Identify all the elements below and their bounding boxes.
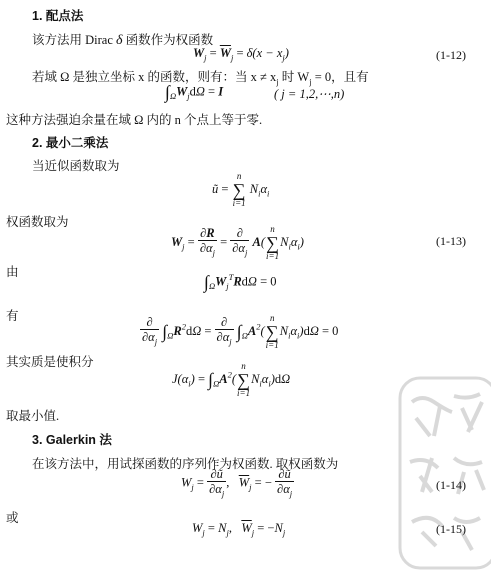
weight-function-intro: 权函数取为 — [6, 215, 69, 229]
label-or: 或 — [6, 511, 19, 525]
equation-integral-identity: $\int_\Omega W_jd\Omega = I$ — [165, 82, 224, 102]
watermark-seal-icon — [392, 372, 491, 582]
label-you-2: 有 — [6, 309, 19, 323]
equation-weight-galerkin: $W_j$ = $\frac{\partial ũ}{\partial\alpha_j}$ , $\overline{W}_j$ = − $\frac{\partial ũ}{\partial\alpha_j}$ — [181, 467, 293, 499]
collocation-condition: 若域 Ω 是独立坐标 x 的函数，则有：当 $x \ne x_j$ 时 $W_j = 0$，且有 — [32, 70, 369, 87]
equation-number: (1-12) — [436, 48, 466, 62]
collocation-summary: 这种方法强迫余量在域 Ω 内的 n 个点上等于零. — [6, 113, 263, 127]
essence-text: 其实质是使积分 — [6, 355, 94, 369]
equation-weight-galerkin-alt: $W_j = N_j$, $\overline{W}_j = -N_j$ — [192, 521, 286, 538]
section-heading-collocation: 1. 配点法 — [32, 9, 84, 23]
equation-approx-function: ũ = n ∑ i=1 $N_i\alpha_i$ — [212, 171, 270, 208]
equation-number: (1-15) — [436, 522, 466, 536]
equation-orthogonality: $\int_\Omega W_j^TRd\Omega = 0$ — [204, 272, 277, 292]
equation-number: (1-14) — [436, 478, 466, 492]
equation-number: (1-13) — [436, 234, 466, 248]
galerkin-intro: 在该方法中，用试探函数的序列作为权函数. 取权函数为 — [32, 457, 339, 471]
label-you: 由 — [6, 265, 19, 279]
minimum-text: 取最小值. — [6, 409, 60, 423]
section-heading-least-squares: 2. 最小二乘法 — [32, 136, 109, 150]
equation-derivative-integral: $\frac{\partial}{\partial\alpha_j}$ $\int_\Omega R^2d\Omega$ = $\frac{\partial}{\partial\alpha_j}$ $\int_\Omega A^2$( n ∑ i=1 $N_i\alpha_i)d\Omega = 0$ — [142, 313, 339, 350]
least-squares-intro: 当近似函数取为 — [32, 159, 120, 173]
collocation-intro: 该方法用 Dirac δ 函数作为权函数 — [32, 33, 214, 48]
equation-weight-least-squares: $W_j$ = $\frac{\partial R}{\partial\alpha_j}$ = $\frac{\partial}{\partial\alpha_j}$ A( n ∑ i=1 $N_i\alpha_i$) — [171, 224, 304, 261]
equation-weight-dirac: $W_j = \overline{W}_j = \delta(x - x_j)$ — [193, 46, 289, 63]
section-heading-galerkin: 3. Galerkin 法 — [32, 433, 112, 447]
equation-functional: $J(\alpha_i) = \int_\Omega A^2$( n ∑ i=1 $N_i\alpha_i)d\Omega$ — [172, 361, 291, 398]
index-range: ( j = 1,2,⋯,n) — [274, 87, 345, 101]
